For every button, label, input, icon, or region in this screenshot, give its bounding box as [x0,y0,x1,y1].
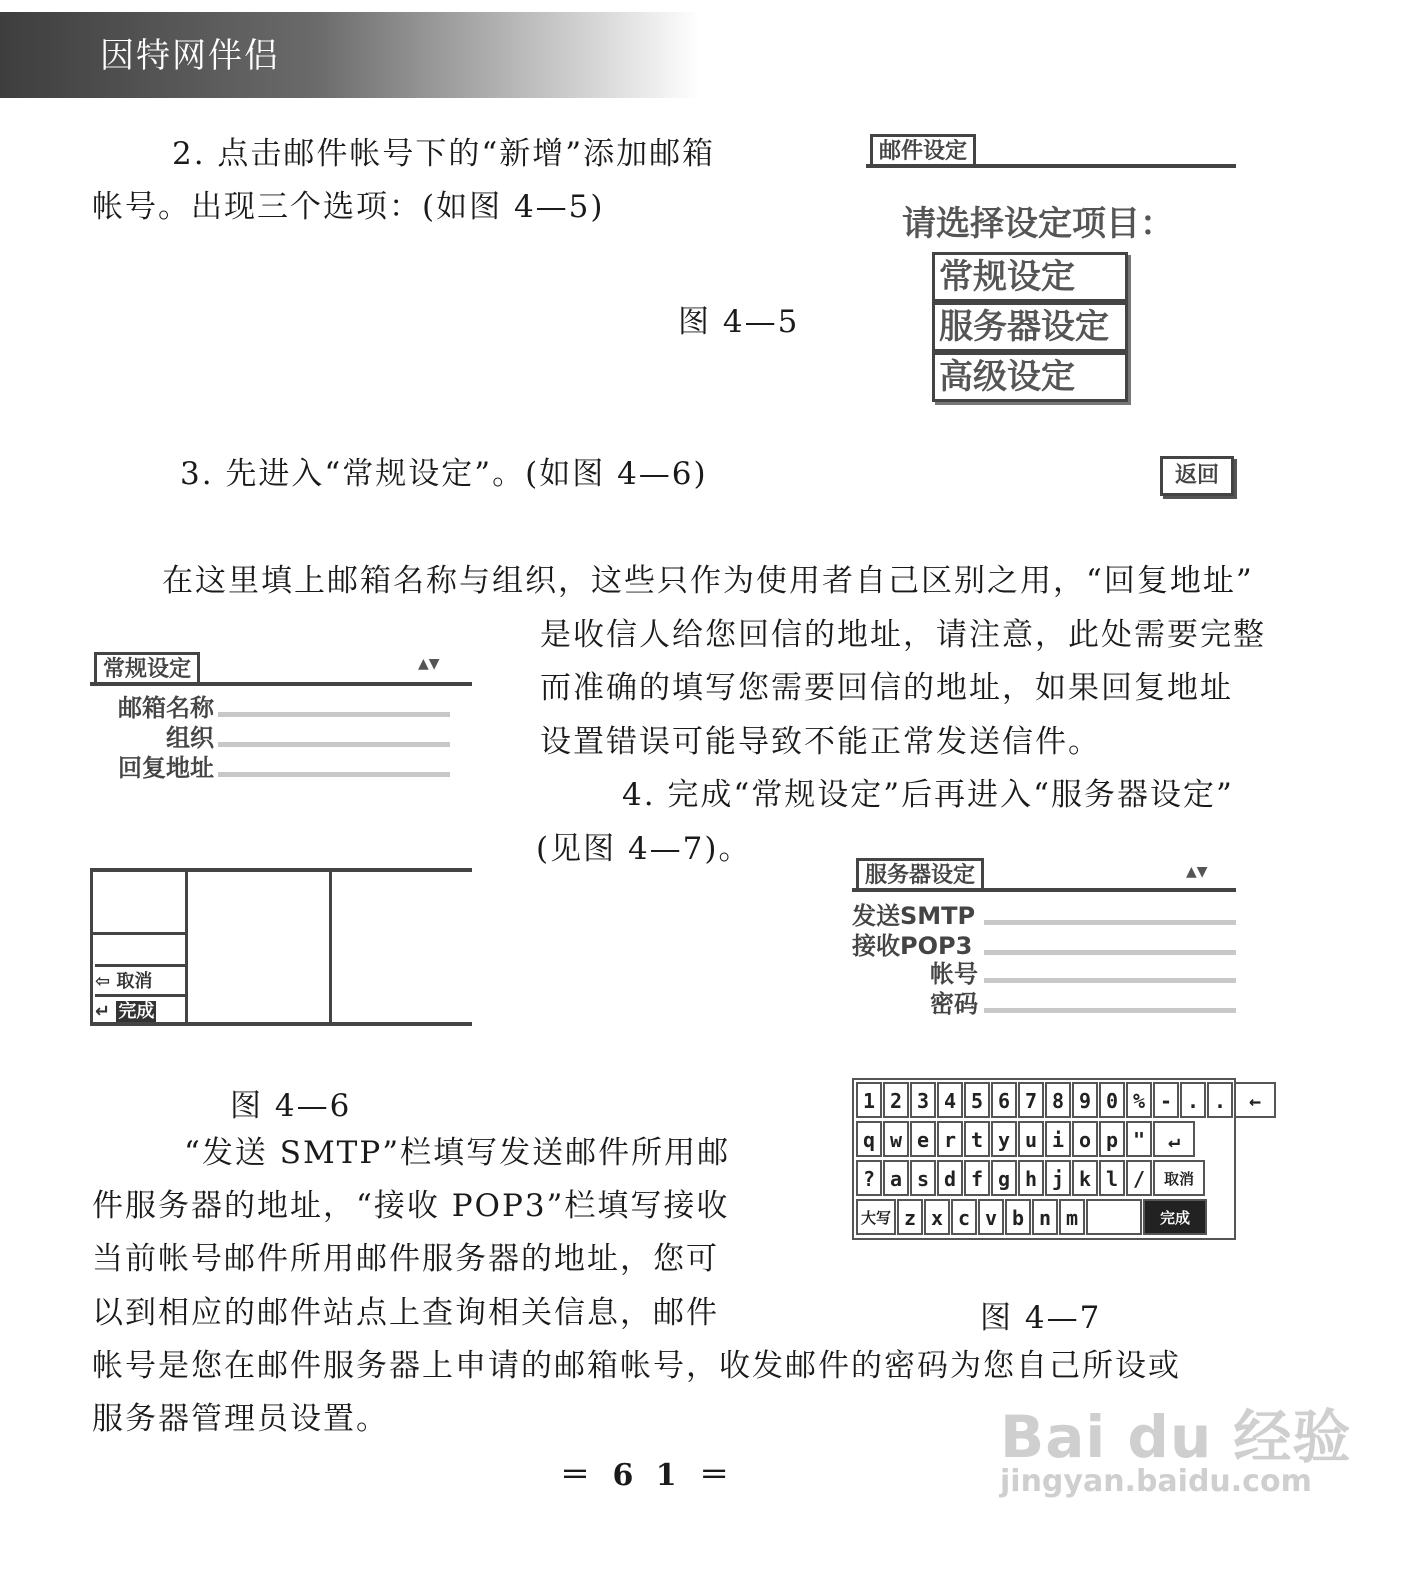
keyboard-key[interactable]: i [1045,1121,1071,1157]
keyboard-key[interactable]: 5 [964,1082,990,1118]
fig46-caption: 图 4—6 [230,1088,352,1124]
done-key-label: 完成 [118,1001,155,1022]
keyboard-key[interactable]: p [1099,1121,1125,1157]
fig47-tab[interactable]: 服务器设定 [856,858,984,891]
scroll-arrows-icon[interactable]: ▲▼ [1186,864,1208,880]
done-key[interactable] [95,994,185,1025]
organization-label: 组织 [166,724,214,752]
keyboard-key[interactable]: g [991,1160,1017,1196]
keyboard-key[interactable]: 取消 [1153,1160,1205,1196]
smtp-label: 发送SMTP [852,902,976,930]
fig45-tab-rule [866,164,1236,168]
pop3-field[interactable] [984,950,1236,955]
keyboard-key[interactable]: / [1126,1160,1152,1196]
backspace-icon: ⇦ [95,971,111,992]
para4-line1: “发送 SMTP”栏填写发送邮件所用邮 [184,1135,731,1171]
back-button[interactable]: 返回 [1160,456,1234,496]
para4-line6: 服务器管理员设置。 [92,1401,389,1437]
keyboard-key[interactable]: h [1018,1160,1044,1196]
pop3-label: 接收POP3 [852,932,973,960]
keyboard-key[interactable]: 大写 [856,1199,896,1235]
keyboard-key[interactable]: 8 [1045,1082,1071,1118]
keyboard-key[interactable]: y [991,1121,1017,1157]
para4-line4: 以到相应的邮件站点上查询相关信息，邮件 [92,1295,719,1331]
para3-line1: 在这里填上邮箱名称与组织，这些只作为使用者自己区别之用，“回复地址” [162,563,1254,599]
fig46-input-panel [90,868,472,1026]
keyboard-key[interactable]: v [978,1199,1004,1235]
page-number: ＝ 6 1 ＝ [560,1458,736,1493]
mailbox-name-label: 邮箱名称 [118,694,214,722]
para1-line2: 帐号。出现三个选项：(如图 4—5) [92,189,605,225]
keyboard-key[interactable]: w [883,1121,909,1157]
keyboard-key[interactable]: ? [856,1160,882,1196]
keyboard-key[interactable]: t [964,1121,990,1157]
keyboard-key[interactable]: 2 [883,1082,909,1118]
keyboard-key[interactable]: f [964,1160,990,1196]
fig46-screenshot [90,648,472,1030]
para3-line3: 而准确的填写您需要回信的地址，如果回复地址 [540,670,1233,706]
fig46-tab-rule [90,682,472,686]
keyboard-key[interactable]: . [1207,1082,1233,1118]
para3-line2: 是收信人给您回信的地址，请注意，此处需要完整 [540,617,1266,653]
scroll-arrows-icon[interactable]: ▲▼ [418,656,440,672]
keyboard-key[interactable]: o [1072,1121,1098,1157]
keyboard-key[interactable]: n [1032,1199,1058,1235]
keyboard-key[interactable]: 6 [991,1082,1017,1118]
para4-line5: 帐号是您在邮件服务器上申请的邮箱帐号，收发邮件的密码为您自己所设或 [92,1348,1181,1384]
keyboard-key[interactable]: % [1126,1082,1152,1118]
book-title: 因特网伴侣 [100,36,280,76]
mailbox-name-field[interactable] [218,712,450,717]
password-label: 密码 [930,990,978,1018]
keyboard-key[interactable]: r [937,1121,963,1157]
reply-address-label: 回复地址 [118,754,214,782]
fig47-keyboard [852,1078,1262,1240]
account-label: 帐号 [930,960,978,988]
keyboard-key[interactable]: 完成 [1143,1199,1207,1235]
keyboard-key[interactable]: . [1180,1082,1206,1118]
keyboard-key[interactable]: ← [1234,1082,1276,1118]
option-server-settings-button[interactable]: 服务器设定 [932,302,1128,352]
keyboard-key[interactable]: x [924,1199,950,1235]
keyboard-key[interactable]: b [1005,1199,1031,1235]
keyboard-key[interactable]: 1 [856,1082,882,1118]
keyboard-key[interactable]: q [856,1121,882,1157]
keyboard-key[interactable]: 9 [1072,1082,1098,1118]
para3-line4: 设置错误可能导致不能正常发送信件。 [540,724,1101,760]
keyboard-key[interactable]: ↵ [1153,1121,1195,1157]
option-general-settings-button[interactable]: 常规设定 [932,252,1128,302]
keyboard-key[interactable]: l [1099,1160,1125,1196]
keyboard-key[interactable]: u [1018,1121,1044,1157]
keyboard-key[interactable]: - [1153,1082,1179,1118]
para4-line2: 件服务器的地址，“接收 POP3”栏填写接收 [92,1188,730,1224]
keyboard-key[interactable]: s [910,1160,936,1196]
keyboard-key[interactable]: k [1072,1160,1098,1196]
keyboard-key[interactable]: m [1059,1199,1085,1235]
keyboard-key[interactable]: a [883,1160,909,1196]
fig47-screenshot [852,856,1236,1028]
baidu-logo-watermark: Bai du 经验 [1000,1403,1352,1471]
panel-divider [93,932,185,935]
keyboard-key[interactable]: 4 [937,1082,963,1118]
keyboard-key[interactable]: z [897,1199,923,1235]
fig45-caption: 图 4—5 [678,304,800,340]
para4-line3: 当前帐号邮件所用邮件服务器的地址，您可 [92,1241,719,1277]
para3-line6: (见图 4—7)。 [536,831,752,867]
organization-field[interactable] [218,742,450,747]
space-key[interactable] [1086,1199,1142,1235]
option-advanced-settings-button[interactable]: 高级设定 [932,352,1128,402]
keyboard-key[interactable]: 0 [1099,1082,1125,1118]
panel-divider [185,872,188,1022]
fig45-prompt: 请选择设定项目： [902,204,1174,244]
password-field[interactable] [984,1008,1236,1013]
fig45-tab[interactable]: 邮件设定 [870,134,976,167]
smtp-field[interactable] [984,920,1236,925]
watermark-url: jingyan.baidu.com [1000,1464,1312,1499]
fig45-screenshot [866,130,1236,510]
para1-line1: 2. 点击邮件帐号下的“新增”添加邮箱 [172,136,716,172]
para2-line1: 3. 先进入“常规设定”。(如图 4—6) [180,456,708,492]
keyboard-key[interactable]: 3 [910,1082,936,1118]
keyboard-key[interactable]: c [951,1199,977,1235]
keyboard-key[interactable]: d [937,1160,963,1196]
keyboard-key[interactable]: j [1045,1160,1071,1196]
keyboard-key[interactable]: e [910,1121,936,1157]
fig47-tab-rule [852,888,1236,892]
cancel-key[interactable] [95,964,185,995]
panel-divider [329,872,332,1022]
keyboard-key[interactable]: " [1126,1121,1152,1157]
fig47-caption: 图 4—7 [980,1300,1102,1336]
account-field[interactable] [984,978,1236,983]
cancel-key-label: 取消 [116,971,153,992]
para3-line5: 4. 完成“常规设定”后再进入“服务器设定” [622,777,1234,813]
enter-icon: ↵ [95,1001,111,1022]
reply-address-field[interactable] [218,772,450,777]
keyboard-key[interactable]: 7 [1018,1082,1044,1118]
fig46-tab[interactable]: 常规设定 [94,652,200,685]
